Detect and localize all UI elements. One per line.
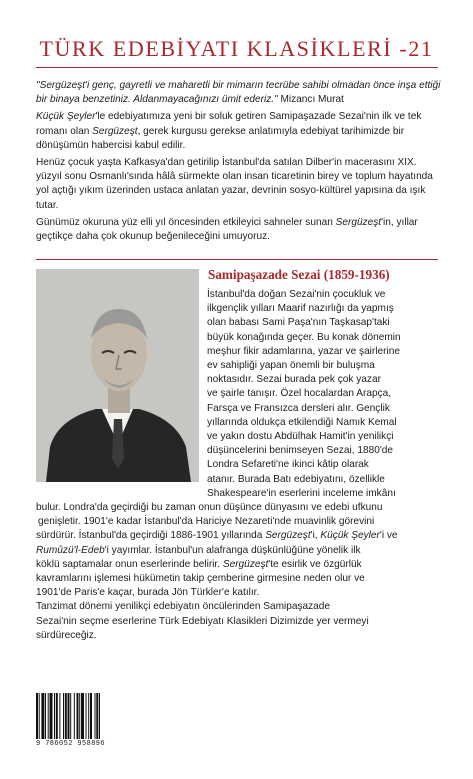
bio-line: genişletir. 1901'e kadar İstanbul'da Hariciye Nezareti'nde muavinlik görevini — [38, 516, 375, 528]
bio-line: sürdürür. İstanbul'da geçirdiği 1886-1901 yıllarında Sergüzeşt'i, Küçük Şeyler'i ve — [36, 530, 398, 542]
barcode-bar — [36, 693, 38, 739]
barcode-bar — [39, 693, 40, 739]
title-rule — [36, 67, 438, 68]
barcode-bar — [77, 693, 79, 739]
bio-line: İstanbul'da doğan Sezai'nin çocukluk ve — [207, 289, 386, 300]
bio-line: meşhur fikir adamlarına, yazar ve şairlerine — [207, 345, 400, 357]
intro-paragraph-4: Günümüz okuruna yüz elli yıl öncesinden etkileyici sahneler sunan Sergüzeşt'in, yıllar geçtikçe daha çok okunup beğenileceğini umuyoruz. — [36, 216, 418, 243]
barcode-bar — [95, 693, 96, 739]
barcode-bar — [74, 693, 75, 739]
bio-line: Farsça ve Fransızca dersleri alır. Gençlik — [207, 402, 390, 414]
barcode-bar — [88, 693, 89, 739]
bio-line: 1901'de Paris'e kaçar, burada Jön Türkler'e katılır. — [36, 587, 260, 599]
bio-line: ev sahipliği yapan önemli bir buluşma — [207, 360, 375, 372]
bio-line: büyük konağında geçer. Bu konak dönemin — [207, 331, 401, 343]
barcode-bar — [45, 693, 46, 739]
intro-paragraph-2: Küçük Şeyler'le edebiyatımıza yeni bir soluk getiren Samipaşazade Sezai'nin ilk ve tek romanı olan Sergüzeşt, gerek kurgusu gerekse anlatımıyla edebiyat tarihimizde bir dönüşümün habercisi kabul edilir. — [36, 111, 422, 151]
bio-line: ve şairle tanışır. Özel hocalardan Arapça, — [207, 388, 392, 400]
biography-wrapped-lines — [36, 288, 442, 501]
bio-line: Sezai'nin seçme eserlerine Türk Edebiyatı Klasikleri Dizimizde yer vermeyi — [36, 615, 369, 627]
barcode-bar — [90, 693, 92, 739]
bio-line: ve yakın dostu Abdülhak Hamit'in yenilikçi — [207, 431, 394, 443]
quote-paragraph: "Sergüzeşt'i genç, gayretli ve maharetli bir mimarın tecrübe sahibi olmadan önce inşa ettiği bir binaya benzetiniz. Aldanmayacağınızı ümit ederiz." Mizancı Murat — [36, 80, 441, 106]
barcode-bar — [79, 693, 80, 739]
bio-line: düşüncelerini benimseyen Sezai, 1880'de — [207, 445, 393, 457]
barcode-bar — [81, 693, 84, 739]
barcode-bar — [68, 693, 70, 739]
series-title: TÜRK EDEBİYATI KLASİKLERİ -21 — [39, 36, 434, 61]
bio-line: bulur. Londra'da geçirdiği bu zaman onun düşünce dünyasını ve edebi ufkunu — [36, 502, 383, 514]
barcode-bar — [99, 693, 100, 739]
bio-line: atanır. Burada Batı edebiyatını, özellikle — [207, 473, 385, 485]
author-heading: Samipaşazade Sezai (1859-1936) — [208, 267, 390, 282]
isbn-number: 9 786052 958896 — [36, 740, 106, 748]
bio-line: sürdüreceğiz. — [36, 629, 97, 641]
barcode-bar — [48, 693, 49, 739]
barcode-bar — [54, 693, 55, 739]
barcode-bar — [70, 693, 71, 739]
bio-line: Rumûzü'l-Edeb'i yayımlar. İstanbul'un alafranga düşkünlüğüne yönelik ilk — [36, 544, 361, 556]
bio-line: Shakespeare'in eserlerini inceleme imkânı — [207, 487, 396, 499]
barcode-bar — [56, 693, 58, 739]
author-biography — [36, 288, 442, 643]
barcode-bar — [96, 693, 98, 739]
barcode-bar — [59, 693, 60, 739]
isbn-barcode — [36, 693, 112, 739]
bio-line: noktasıdır. Sezai burada pek çok yazar — [207, 374, 381, 386]
barcode-bar — [65, 693, 67, 739]
bio-line: Tanzimat dönemi yenilikçi edebiyatın öncülerinden Samipaşazade — [36, 601, 331, 613]
barcode-bar — [86, 693, 87, 739]
bio-line: ilkgençlik yılları Maarif nazırlığı da yapmış — [207, 303, 394, 315]
bio-line: köklü saptamalar onun eserlerinde belirir. Sergüzeşt'te esirlik ve özgürlük — [36, 558, 362, 570]
bio-line: kavramlarını işlemesi hükümetin takip çemberine girmesine neden olur ve — [36, 573, 365, 585]
intro-paragraph-3: Henüz çocuk yaşta Kafkasya'dan getirilip İstanbul'da satılan Dilber'in macerasını XIX. yüzyıl sonu Osmanlı'sında hâlâ sürmekte olan insan ticaretinin birey ve toplum hayatında yol açtığı yıkım üzerinden ustaca anlatan yazar, devrinin sosyo-kültürel yapısına da ışık tutar. — [36, 157, 433, 211]
bio-line: Londra Sefareti'ne ikinci kâtip olarak — [207, 459, 369, 471]
barcode-bar — [50, 693, 53, 739]
intro-text — [36, 79, 442, 247]
barcode-bar — [41, 693, 44, 739]
bio-line: yıllarında oldukça etkilendiği Namık Kemal — [207, 416, 397, 428]
barcode-bar — [63, 693, 64, 739]
section-rule — [36, 259, 438, 260]
bio-line: olan babası Sami Paşa'nın Taşkasap'taki — [207, 317, 390, 329]
